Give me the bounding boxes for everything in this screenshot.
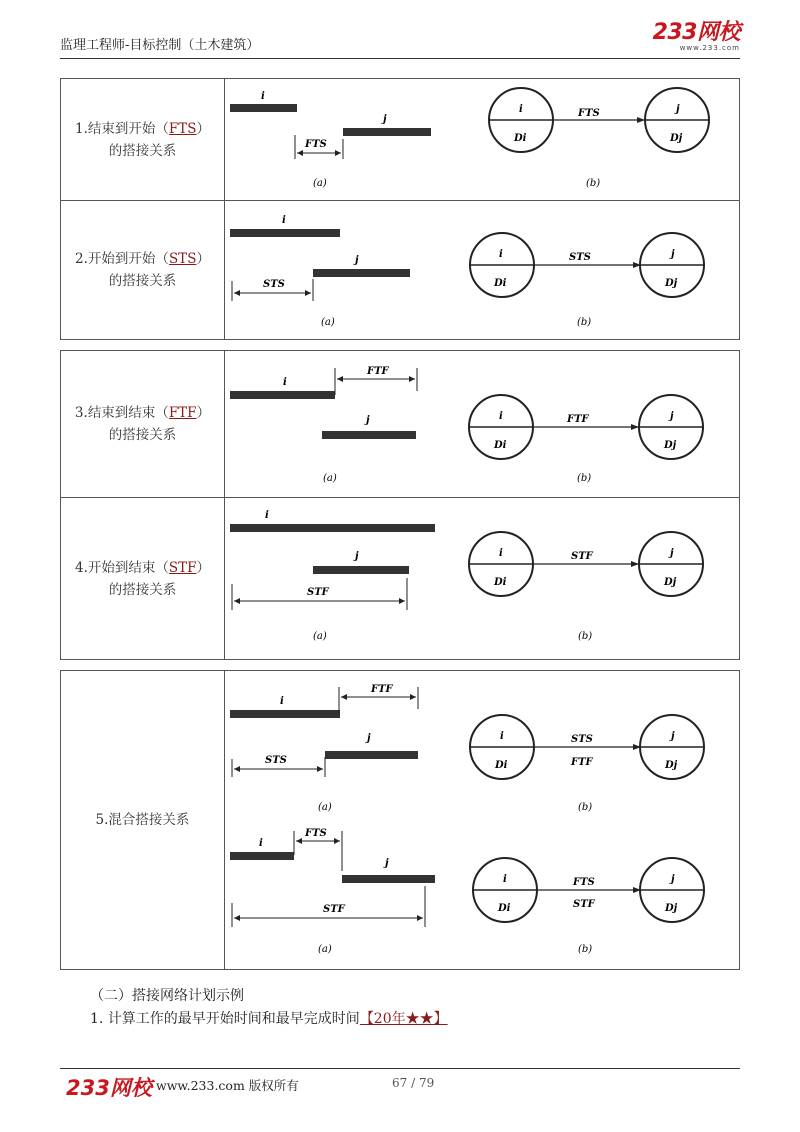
- brand-logo: [653, 22, 740, 52]
- svg-text:FTS: FTS: [573, 877, 595, 888]
- svg-text:i: i: [282, 215, 286, 226]
- page-footer: [60, 1068, 740, 1100]
- svg-text:(b): (b): [577, 473, 592, 484]
- svg-text:i: i: [265, 510, 269, 521]
- svg-text:i: i: [519, 104, 523, 115]
- fts-term: FTS: [168, 120, 197, 137]
- svg-text:i: i: [261, 91, 265, 102]
- svg-text:i: i: [499, 548, 503, 559]
- svg-text:Dj: Dj: [665, 278, 678, 289]
- brand-logo-url: www.233.com: [679, 44, 740, 52]
- bar-i: [230, 104, 297, 112]
- relation-table-3: [60, 670, 740, 970]
- sts-term: STS: [168, 251, 197, 267]
- svg-text:STF: STF: [307, 587, 329, 598]
- svg-text:(a): (a): [313, 178, 327, 189]
- svg-text:Di: Di: [494, 278, 507, 289]
- node-i: [489, 88, 553, 152]
- svg-text:FTS: FTS: [578, 108, 600, 119]
- svg-text:(a): (a): [313, 631, 327, 642]
- svg-text:j: j: [366, 415, 370, 426]
- svg-text:STF: STF: [573, 899, 595, 910]
- svg-text:i: i: [280, 696, 284, 707]
- svg-text:j: j: [670, 548, 674, 559]
- svg-text:i: i: [500, 731, 504, 742]
- svg-text:STS: STS: [569, 252, 591, 263]
- svg-text:(b): (b): [577, 317, 592, 328]
- relation-table-1: [60, 78, 740, 340]
- svg-text:j: j: [671, 731, 675, 742]
- svg-text:j: j: [671, 874, 675, 885]
- svg-text:FTF: FTF: [367, 366, 389, 377]
- svg-text:(b): (b): [578, 802, 593, 813]
- footer-site: www.233.com 版权所有: [156, 1078, 299, 1093]
- svg-text:(a): (a): [318, 802, 332, 813]
- svg-text:j: j: [367, 733, 371, 744]
- sts-figure: [225, 201, 740, 340]
- svg-text:j: j: [676, 104, 680, 115]
- svg-text:j: j: [355, 255, 359, 266]
- year-tag-link[interactable]: 【20年★★】: [359, 1011, 448, 1027]
- svg-text:FTS: FTS: [305, 828, 327, 839]
- relation-label-ftf: 3.结束到结束（FTF） 的搭接关系: [61, 351, 225, 498]
- svg-text:Dj: Dj: [665, 760, 678, 771]
- svg-text:Di: Di: [498, 903, 511, 914]
- stf-term: STF: [168, 559, 197, 576]
- section-heading: （二）搭接网络计划示例: [90, 988, 244, 1004]
- svg-text:Dj: Dj: [670, 133, 683, 144]
- relation-label-mixed: 5.混合搭接关系: [61, 671, 225, 970]
- page-number: 67 / 79: [392, 1076, 435, 1090]
- svg-text:STS: STS: [263, 279, 285, 290]
- svg-text:(b): (b): [578, 944, 593, 955]
- svg-text:Dj: Dj: [664, 577, 677, 588]
- document-title: 监理工程师-目标控制（土木建筑）: [60, 38, 260, 53]
- svg-text:STS: STS: [571, 734, 593, 745]
- svg-text:Di: Di: [494, 440, 507, 451]
- footer-logo: 233网校: [66, 1076, 152, 1100]
- svg-text:j: j: [670, 411, 674, 422]
- ftf-figure: [225, 351, 740, 498]
- svg-text:STF: STF: [323, 904, 345, 915]
- relation-label-fts: 1.结束到开始（FTS） 的搭接关系: [61, 79, 225, 201]
- brand-logo-text: 233网校: [652, 20, 740, 45]
- bar-j: [343, 128, 431, 136]
- svg-text:(a): (a): [318, 944, 332, 955]
- svg-text:Di: Di: [514, 133, 527, 144]
- relation-label-stf: 4.开始到结束（STF） 的搭接关系: [61, 498, 225, 660]
- node-j: [645, 88, 709, 152]
- svg-text:i: i: [259, 838, 263, 849]
- svg-text:(b): (b): [586, 178, 601, 189]
- svg-text:STS: STS: [265, 755, 287, 766]
- svg-text:(a): (a): [323, 473, 337, 484]
- svg-text:FTF: FTF: [371, 684, 393, 695]
- svg-text:FTS: FTS: [305, 139, 327, 150]
- svg-text:Di: Di: [495, 760, 508, 771]
- svg-text:(a): (a): [321, 317, 335, 328]
- svg-text:FTF: FTF: [567, 414, 589, 425]
- svg-text:(b): (b): [578, 631, 593, 642]
- svg-text:j: j: [671, 249, 675, 260]
- svg-text:j: j: [385, 858, 389, 869]
- svg-text:j: j: [383, 114, 387, 125]
- svg-text:i: i: [499, 411, 503, 422]
- svg-text:i: i: [499, 249, 503, 260]
- stf-figure: [225, 498, 740, 660]
- section-item-text: 1. 计算工作的最早开始时间和最早完成时间: [90, 1011, 360, 1027]
- svg-text:Dj: Dj: [664, 440, 677, 451]
- svg-text:Dj: Dj: [665, 903, 678, 914]
- ftf-term: FTF: [168, 405, 197, 421]
- relation-table-2: [60, 350, 740, 660]
- fts-figure: [225, 79, 740, 201]
- section-item: [90, 1008, 448, 1028]
- svg-text:STF: STF: [571, 551, 593, 562]
- mixed-figure: [225, 671, 740, 970]
- relation-label-sts: 2.开始到开始（STS） 的搭接关系: [61, 201, 225, 340]
- svg-text:Di: Di: [494, 577, 507, 588]
- svg-text:i: i: [503, 874, 507, 885]
- svg-text:i: i: [283, 377, 287, 388]
- page-header: [60, 22, 740, 59]
- svg-text:j: j: [355, 551, 359, 562]
- svg-text:FTF: FTF: [571, 757, 593, 768]
